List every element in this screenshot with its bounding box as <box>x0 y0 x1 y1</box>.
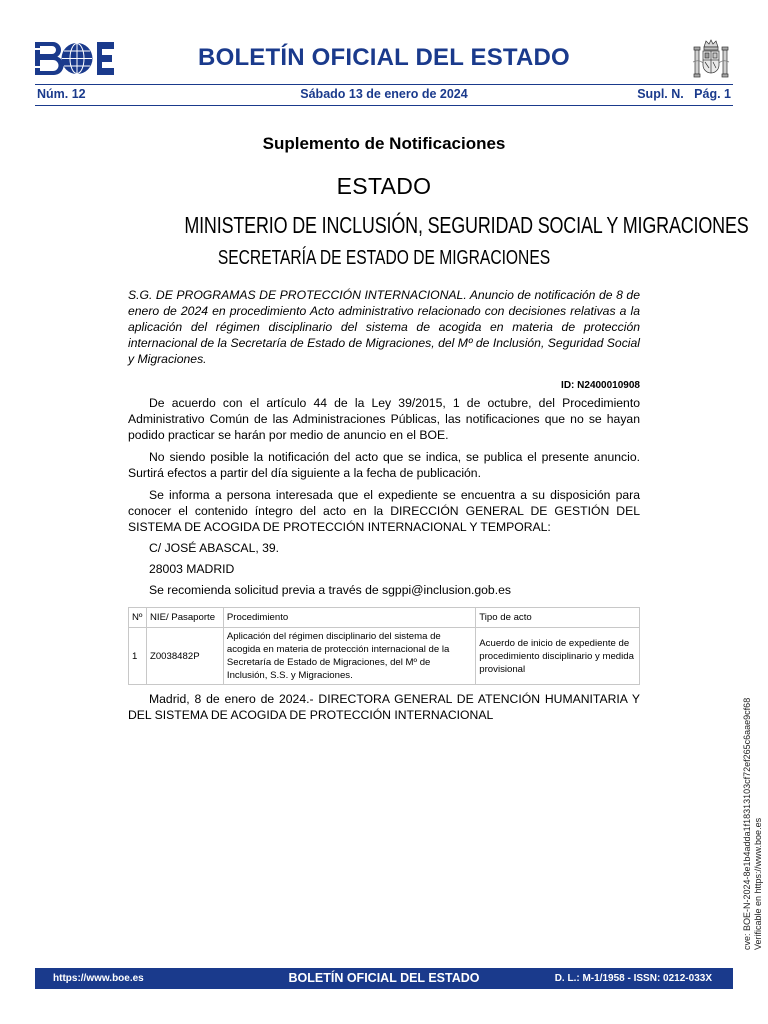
table-cell: Aplicación del régimen disciplinario del sistema de acogida en materia de protección internacional de la Secretaría de Estado de Migraciones, del Mº de Inclusión, S.S. y Migraciones. <box>223 628 475 685</box>
column-header: Tipo de acto <box>476 608 640 628</box>
header-divider <box>35 84 733 85</box>
section-title: ESTADO <box>336 173 432 199</box>
supplement-title: Suplemento de Notificaciones <box>262 134 506 153</box>
secretariat-title: SECRETARÍA DE ESTADO DE MIGRACIONES <box>217 247 551 269</box>
cve-code: cve: BOE-N-2024-8e1b4adda1f18313103cf72ef265c6aae9cf68 <box>742 697 752 950</box>
table-cell: 1 <box>129 628 147 685</box>
table-header-row <box>129 608 640 628</box>
table-cell: Acuerdo de inicio de expediente de procedimiento disciplinario y medida provisional <box>476 628 640 685</box>
column-header: Procedimiento <box>223 608 475 628</box>
issue-number: Núm. 12 <box>37 87 86 101</box>
ministry-title: MINISTERIO DE INCLUSIÓN, SEGURIDAD SOCIAL Y MIGRACIONES <box>184 212 749 238</box>
footer-title: BOLETÍN OFICIAL DEL ESTADO <box>288 971 480 985</box>
meta-divider <box>35 105 733 106</box>
notifications-table <box>128 607 640 685</box>
notice-id: ID: N2400010908 <box>561 380 640 391</box>
column-header: Nº <box>129 608 147 628</box>
paragraph: Se informa a persona interesada que el expediente se encuentra a su disposición para conocer el contenido íntegro del acto en la DIRECCIÓN GENERAL DE GESTIÓN DEL SISTEMA DE ACOGIDA DE PROTECCIÓN INTERNACIONAL Y TEMPORAL: <box>128 488 640 534</box>
verification-link[interactable]: Verificable en https://www.boe.es <box>753 817 763 950</box>
paragraph: De acuerdo con el artículo 44 de la Ley 39/2015, 1 de octubre, del Procedimiento Administrativo Común de las Administraciones Públicas, las notificaciones que no se hayan podido practicar se harán por medio de anuncio en el BOE. <box>128 396 640 442</box>
table-row <box>129 628 640 685</box>
paragraph: No siendo posible la notificación del acto que se indica, se publica el presente anuncio. Surtirá efectos a partir del día siguiente a la fecha de publicación. <box>128 450 640 480</box>
page-number: Supl. N. Pág. 1 <box>637 87 731 101</box>
verification-note <box>742 697 766 950</box>
issue-date: Sábado 13 de enero de 2024 <box>300 87 468 101</box>
contact-line: Se recomienda solicitud previa a través de sgppi@inclusion.gob.es <box>149 583 511 597</box>
address-street: C/ JOSÉ ABASCAL, 39. <box>149 541 280 555</box>
footer-legal: D. L.: M-1/1958 - ISSN: 0212-033X <box>554 973 712 984</box>
table-cell: Z0038482P <box>146 628 223 685</box>
publication-title: BOLETÍN OFICIAL DEL ESTADO <box>198 44 570 71</box>
footer-url-link[interactable]: https://www.boe.es <box>53 973 144 984</box>
page-header <box>35 38 733 82</box>
document-body <box>128 130 749 723</box>
page-footer <box>35 968 733 989</box>
coat-of-arms-icon <box>692 38 730 80</box>
signature: Madrid, 8 de enero de 2024.- DIRECTORA GENERAL DE ATENCIÓN HUMANITARIA Y DEL SISTEMA DE ACOGIDA DE PROTECCIÓN INTERNACIONAL <box>128 692 640 722</box>
notice-summary: S.G. DE PROGRAMAS DE PROTECCIÓN INTERNACIONAL. Anuncio de notificación de 8 de enero de 2024 en procedimiento Acto administrativo relacionado con decisiones relativas a la aplicación del régimen disciplinario del sistema de acogida en materia de protección internacional de la Secretaría de Estado de Migraciones, del Mº de Inclusión, Seguridad Social y Migraciones. <box>128 288 640 366</box>
column-header: NIE/ Pasaporte <box>146 608 223 628</box>
address-city: 28003 MADRID <box>149 562 235 576</box>
issue-meta <box>35 87 733 103</box>
